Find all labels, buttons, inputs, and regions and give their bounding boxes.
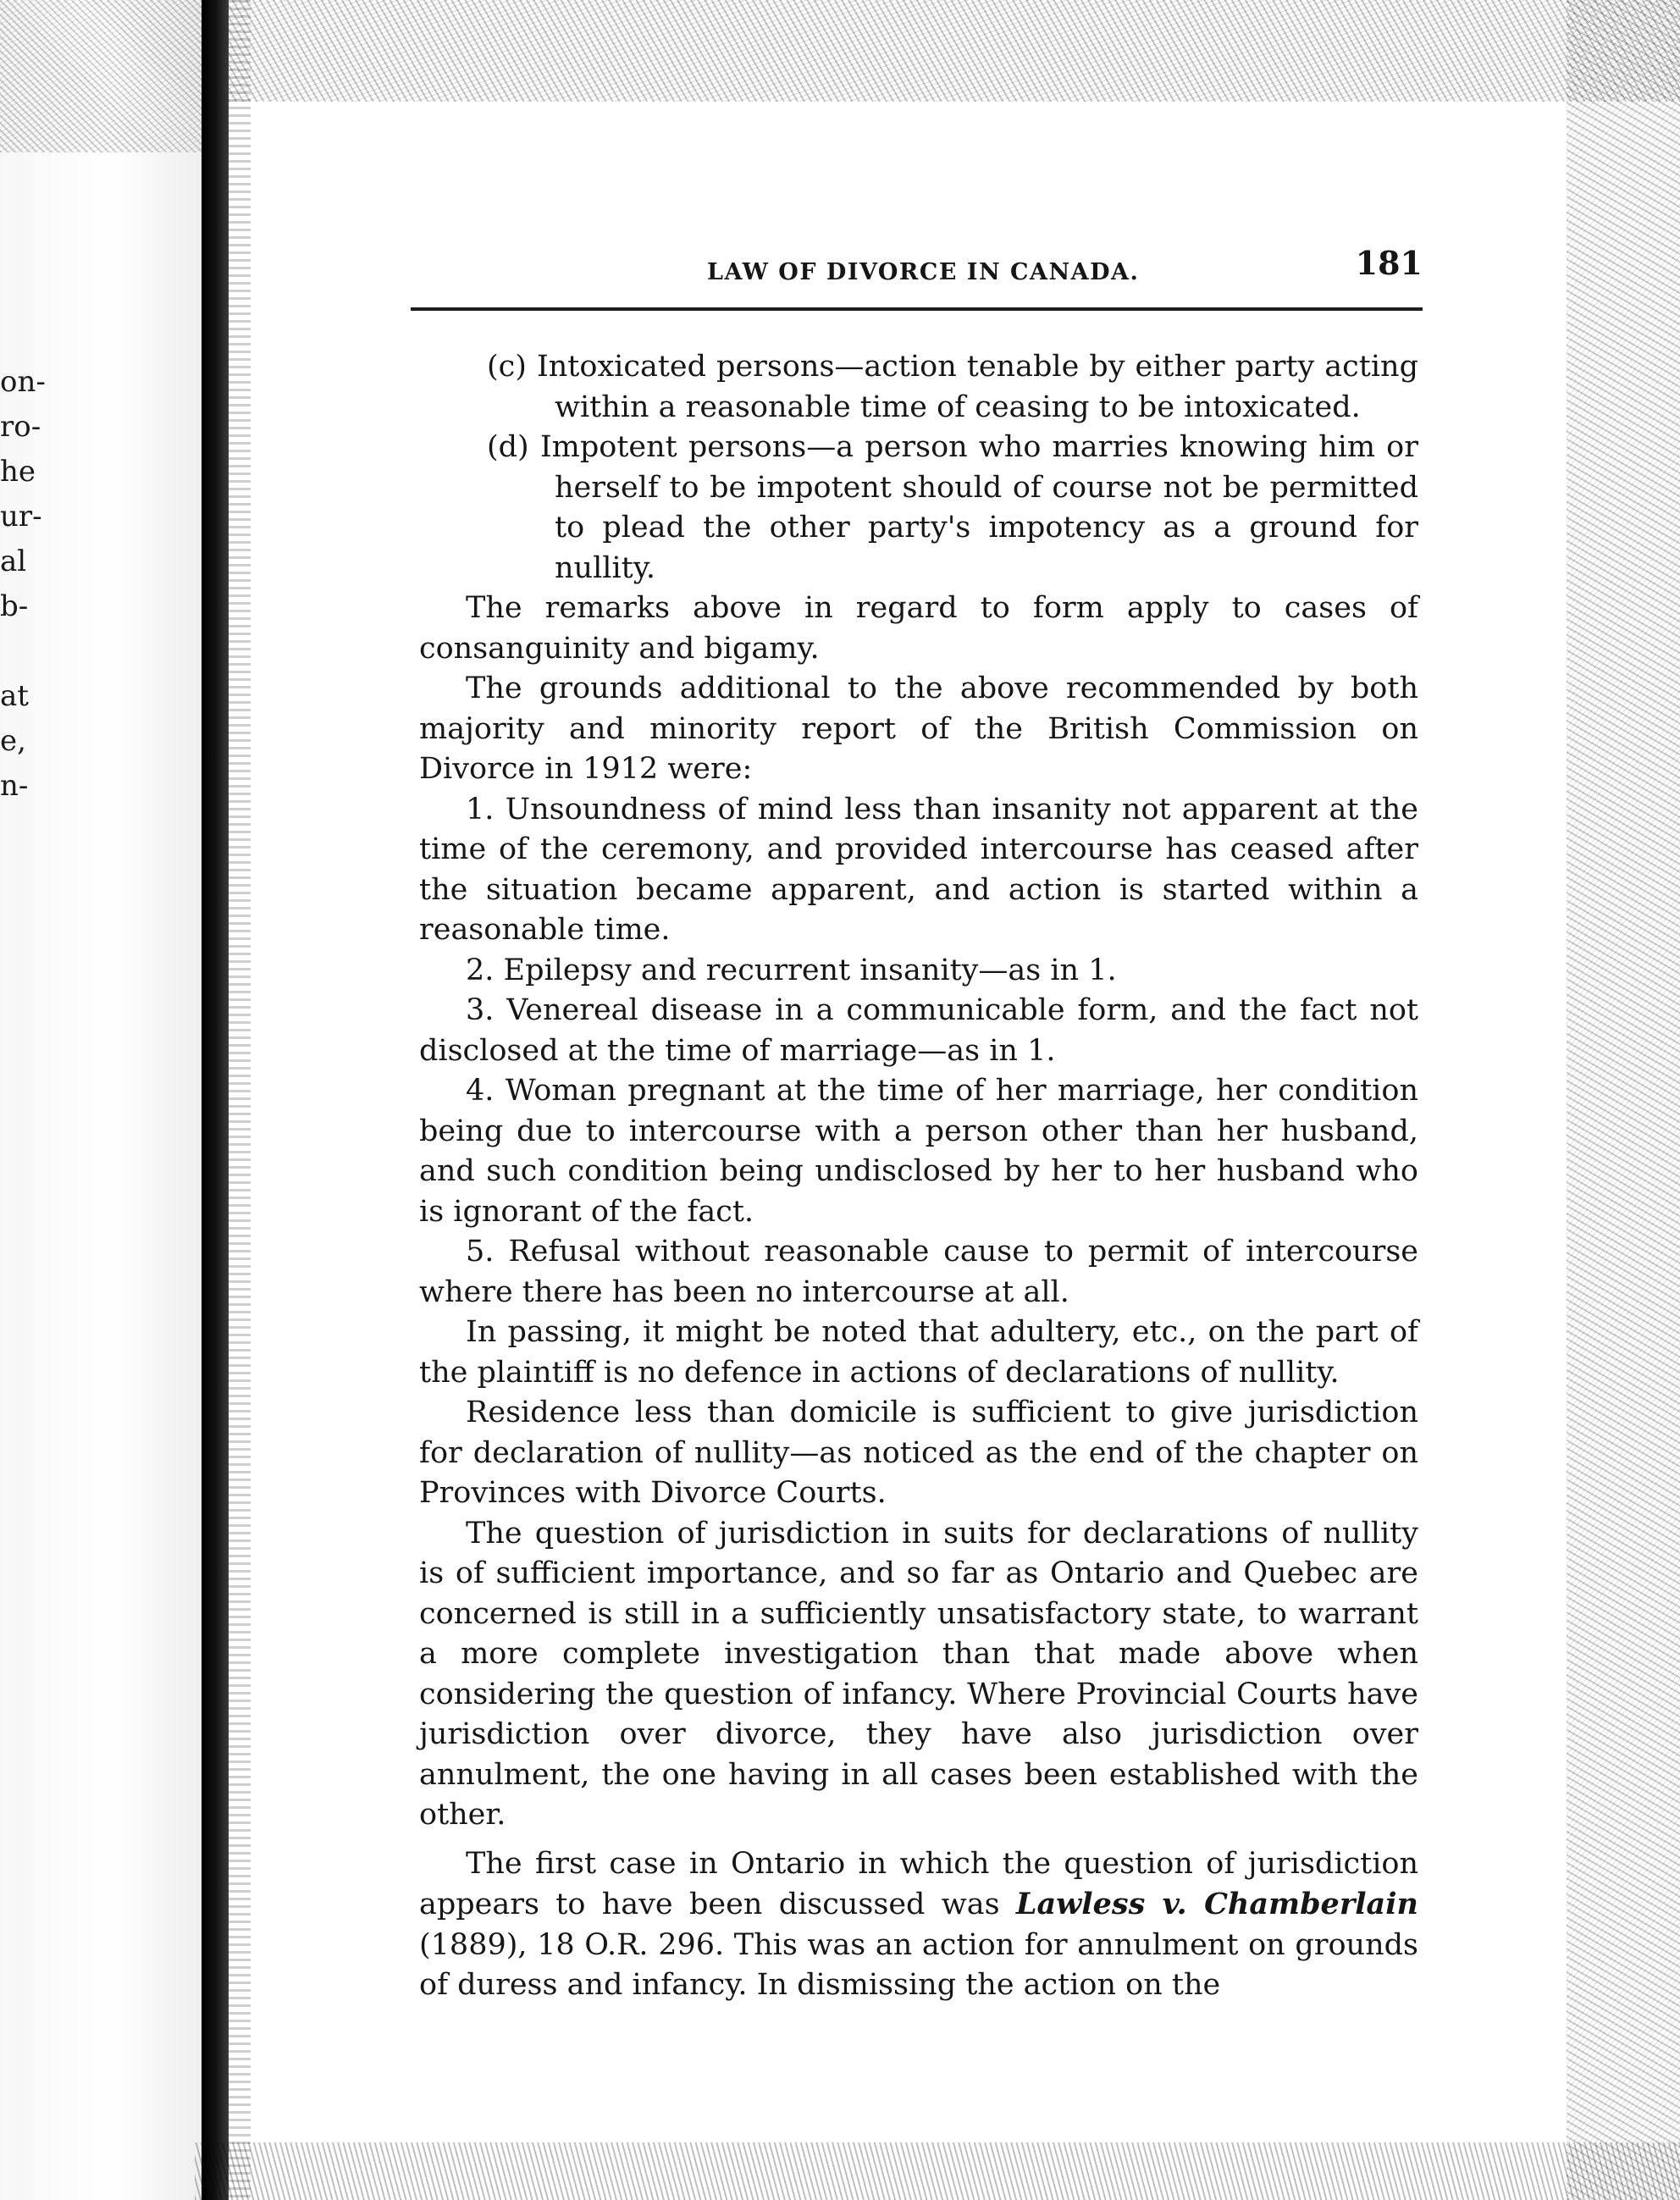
nullity-grounds-list — [419, 347, 1418, 589]
facing-line: at — [0, 679, 29, 713]
spine-edge-noise — [229, 0, 251, 2200]
paragraph: The question of jurisdiction in suits for declarations of nullity is of sufficient importance, and so far as Ontario and Quebec are concerned is still in a sufficiently unsatisfactory state, to warrant a more complete investigation than that made above when considering the question of infancy. Where Provincial Courts have jurisdiction over divorce, they have also jurisdiction over annulment, the one having in all cases been established with the other. — [419, 1516, 1418, 1832]
facing-page — [0, 0, 203, 2200]
facing-line: al — [0, 544, 27, 578]
paragraph-text: (1889), 18 O.R. 296. This was an action for annulment on grounds of duress and infancy. In dismissing the action on the — [419, 1927, 1418, 2002]
bottom-scan-noise — [195, 2142, 1680, 2200]
facing-line — [0, 629, 51, 674]
paragraph — [419, 1844, 1418, 2006]
ground-item: 2. Epilepsy and recurrent insanity—as in 1. — [466, 953, 1117, 987]
header-rule — [411, 307, 1423, 311]
book-spine-shadow — [202, 0, 229, 2200]
case-citation: Lawless v. Chamberlain — [1015, 1887, 1418, 1921]
facing-line: b- — [0, 589, 29, 623]
ground-item: 5. Refusal without reasonable cause to permit of intercourse where there has been no intercourse at all. — [419, 1235, 1418, 1309]
page-body — [419, 347, 1418, 2006]
top-scan-noise — [229, 0, 1680, 102]
list-item-d — [419, 428, 1418, 589]
list-item-c — [419, 347, 1418, 428]
page-number: 181 — [1355, 244, 1423, 282]
facing-page-text — [0, 360, 51, 809]
facing-line: ro- — [0, 410, 41, 444]
ground-item: 1. Unsoundness of mind less than insanity not apparent at the time of the ceremony, and provided intercourse has ceased after the situation became apparent, and action is started within a reasonable time. — [419, 792, 1418, 947]
scan-noise — [0, 0, 229, 152]
list-item-text: Impotent persons—a person who marries knowing him or herself to be impotent should of course not be permitted to plead the other party's impotency as a ground for nullity. — [539, 430, 1418, 585]
running-head: LAW OF DIVORCE IN CANADA. — [707, 259, 1140, 285]
ground-item: 3. Venereal disease in a communicable form, and the fact not disclosed at the time of marriage—as in 1. — [419, 993, 1418, 1068]
paragraph-text: The first case in Ontario in which the question of jurisdiction appears to have been discussed was — [419, 1846, 1418, 1921]
facing-line: ur- — [0, 500, 42, 533]
paragraph: In passing, it might be noted that adultery, etc., on the part of the plaintiff is no defence in actions of declarations of nullity. — [419, 1315, 1418, 1390]
facing-line: e, — [0, 724, 26, 758]
right-scan-noise — [1567, 0, 1680, 2200]
ground-item: 4. Woman pregnant at the time of her marriage, her condition being due to intercourse with a person other than her husband, and such condition being undisclosed by her to her husband who is ignorant of the fact. — [419, 1074, 1418, 1229]
paragraph: The remarks above in regard to form apply to cases of consanguinity and bigamy. — [419, 591, 1418, 666]
paragraph: The grounds additional to the above recommended by both majority and minority report of the British Commission on Divorce in 1912 were: — [419, 672, 1418, 786]
list-marker: (c) — [487, 350, 527, 384]
facing-line: he — [0, 455, 36, 489]
facing-line: on- — [0, 365, 46, 399]
list-item-text: Intoxicated persons—action tenable by either party acting within a reasonable time of ceasing to be intoxicated. — [536, 350, 1418, 424]
paragraph: Residence less than domicile is sufficient to give jurisdiction for declaration of nullity—as noticed as the end of the chapter on Provinces with Divorce Courts. — [419, 1396, 1418, 1510]
list-marker: (d) — [487, 430, 529, 464]
page-header — [411, 244, 1427, 295]
facing-line: n- — [0, 769, 29, 803]
